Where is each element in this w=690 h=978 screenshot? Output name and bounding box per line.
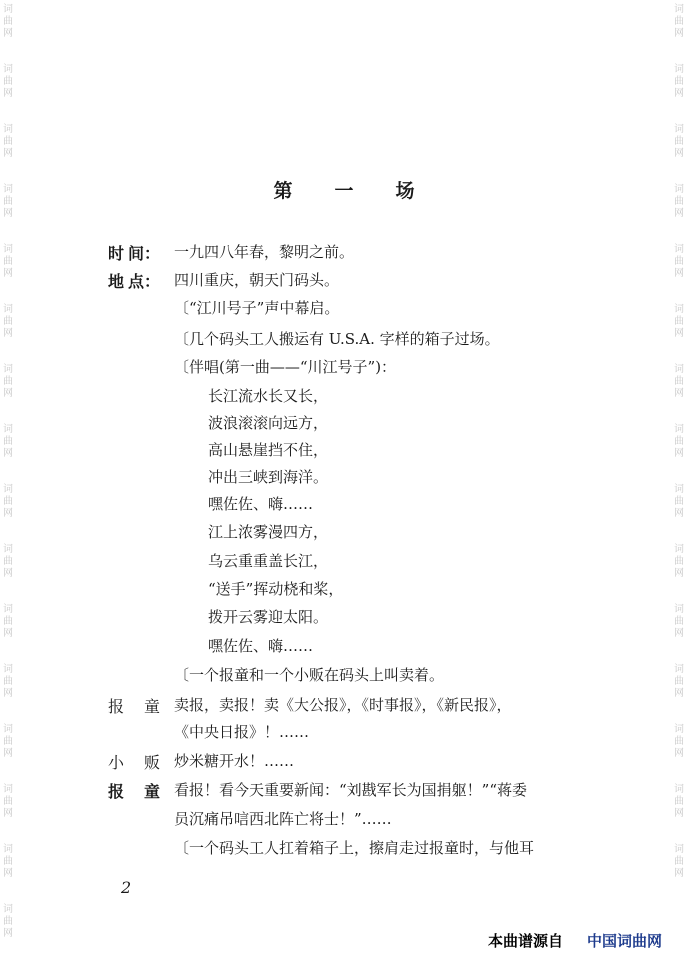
- watermark-left-16: 词 曲 网: [3, 904, 13, 939]
- source-footer: [488, 930, 662, 951]
- watermark-left-2: 词 曲 网: [3, 64, 13, 99]
- stage-direction-5: 〔一个码头工人扛着箱子上，擦肩走过报童时，与他耳: [174, 839, 535, 857]
- speaker-newsboy: [108, 694, 160, 717]
- lyric-line: 嘿佐佐、嗨……: [208, 637, 314, 655]
- lyric-line: 江上浓雾漫四方，: [208, 523, 329, 541]
- dialogue-line: 炒米糖开水！……: [174, 752, 295, 770]
- place-text: 四川重庆，朝天门码头。: [174, 271, 340, 289]
- watermark-left-12: 词 曲 网: [3, 664, 13, 699]
- watermark-left-15: 词 曲 网: [3, 844, 13, 879]
- watermark-left-4: 词 曲 网: [3, 184, 13, 219]
- speaker-newsboy: [108, 779, 160, 802]
- lyric-line: 拨开云雾迎太阳。: [208, 608, 329, 626]
- lyric-line: 长江流水长又长，: [208, 387, 329, 405]
- lyric-line: “送手”挥动桡和桨，: [208, 580, 344, 598]
- time-text: 一九四八年春，黎明之前。: [174, 243, 355, 261]
- watermark-left-3: 词 曲 网: [3, 124, 13, 159]
- watermark-right-2: 词 曲 网: [674, 64, 684, 99]
- watermark-left-13: 词 曲 网: [3, 724, 13, 759]
- time-label-1: 时: [108, 244, 125, 263]
- speaker-char-1: 小: [108, 753, 125, 772]
- title-char-2: 一: [334, 180, 356, 202]
- time-label: [108, 241, 160, 264]
- watermark-left-14: 词 曲 网: [3, 784, 13, 819]
- page-number: 2: [121, 878, 132, 897]
- place-label-2: 点：: [127, 272, 160, 291]
- lyric-line: 高山悬崖挡不住，: [208, 441, 329, 459]
- title-char-3: 场: [395, 180, 417, 202]
- lyric-line: 波浪滚滚向远方，: [208, 414, 329, 432]
- watermark-left-7: 词 曲 网: [3, 364, 13, 399]
- watermark-right-10: 词 曲 网: [674, 544, 684, 579]
- lyric-line: 嘿佐佐、嗨……: [208, 495, 314, 513]
- watermark-right-15: 词 曲 网: [674, 844, 684, 879]
- lyric-line: 冲出三峡到海洋。: [208, 468, 329, 486]
- dialogue-line: 《中央日报》！……: [174, 723, 310, 741]
- watermark-right-1: 词 曲 网: [674, 4, 684, 39]
- watermark-right-8: 词 曲 网: [674, 424, 684, 459]
- watermark-right-11: 词 曲 网: [674, 604, 684, 639]
- speaker-char-1: 报: [108, 782, 125, 801]
- lyric-line: 乌云重重盖长江，: [208, 552, 329, 570]
- time-label-2: 间：: [127, 244, 160, 263]
- watermark-right-7: 词 曲 网: [674, 364, 684, 399]
- place-label: [108, 269, 160, 292]
- scene-title: [0, 176, 690, 203]
- speaker-vendor: [108, 750, 160, 773]
- title-char-1: 第: [273, 180, 295, 202]
- speaker-char-1: 报: [108, 697, 125, 716]
- speaker-char-2: 贩: [143, 753, 160, 772]
- watermark-left-8: 词 曲 网: [3, 424, 13, 459]
- watermark-right-5: 词 曲 网: [674, 244, 684, 279]
- watermark-left-11: 词 曲 网: [3, 604, 13, 639]
- dialogue-line: 员沉痛吊唁西北阵亡将士！”……: [174, 810, 392, 828]
- site-link[interactable]: 中国词曲网: [586, 932, 662, 950]
- watermark-left-1: 词 曲 网: [3, 4, 13, 39]
- watermark-right-3: 词 曲 网: [674, 124, 684, 159]
- place-label-1: 地: [108, 272, 125, 291]
- watermark-right-9: 词 曲 网: [674, 484, 684, 519]
- dialogue-line: 卖报，卖报！卖《大公报》，《时事报》，《新民报》，: [174, 696, 512, 714]
- watermark-right-14: 词 曲 网: [674, 784, 684, 819]
- watermark-right-4: 词 曲 网: [674, 184, 684, 219]
- watermark-left-10: 词 曲 网: [3, 544, 13, 579]
- watermark-right-6: 词 曲 网: [674, 304, 684, 339]
- watermark-left-6: 词 曲 网: [3, 304, 13, 339]
- dialogue-line: 看报！看今天重要新闻：“刘戡军长为国捐躯！”“蒋委: [174, 781, 528, 799]
- watermark-left-9: 词 曲 网: [3, 484, 13, 519]
- watermark-right-13: 词 曲 网: [674, 724, 684, 759]
- speaker-char-2: 童: [143, 782, 160, 801]
- source-label: 本曲谱源自: [487, 932, 563, 950]
- watermark-left-5: 词 曲 网: [3, 244, 13, 279]
- speaker-char-2: 童: [143, 697, 160, 716]
- stage-direction-2: 〔几个码头工人搬运有 U.S.A. 字样的箱子过场。: [174, 330, 500, 348]
- stage-direction-3: 〔伴唱(第一曲——“川江号子”)：: [174, 358, 397, 376]
- stage-direction-1: 〔“江川号子”声中幕启。: [174, 299, 340, 317]
- watermark-right-12: 词 曲 网: [674, 664, 684, 699]
- stage-direction-4: 〔一个报童和一个小贩在码头上叫卖着。: [174, 666, 445, 684]
